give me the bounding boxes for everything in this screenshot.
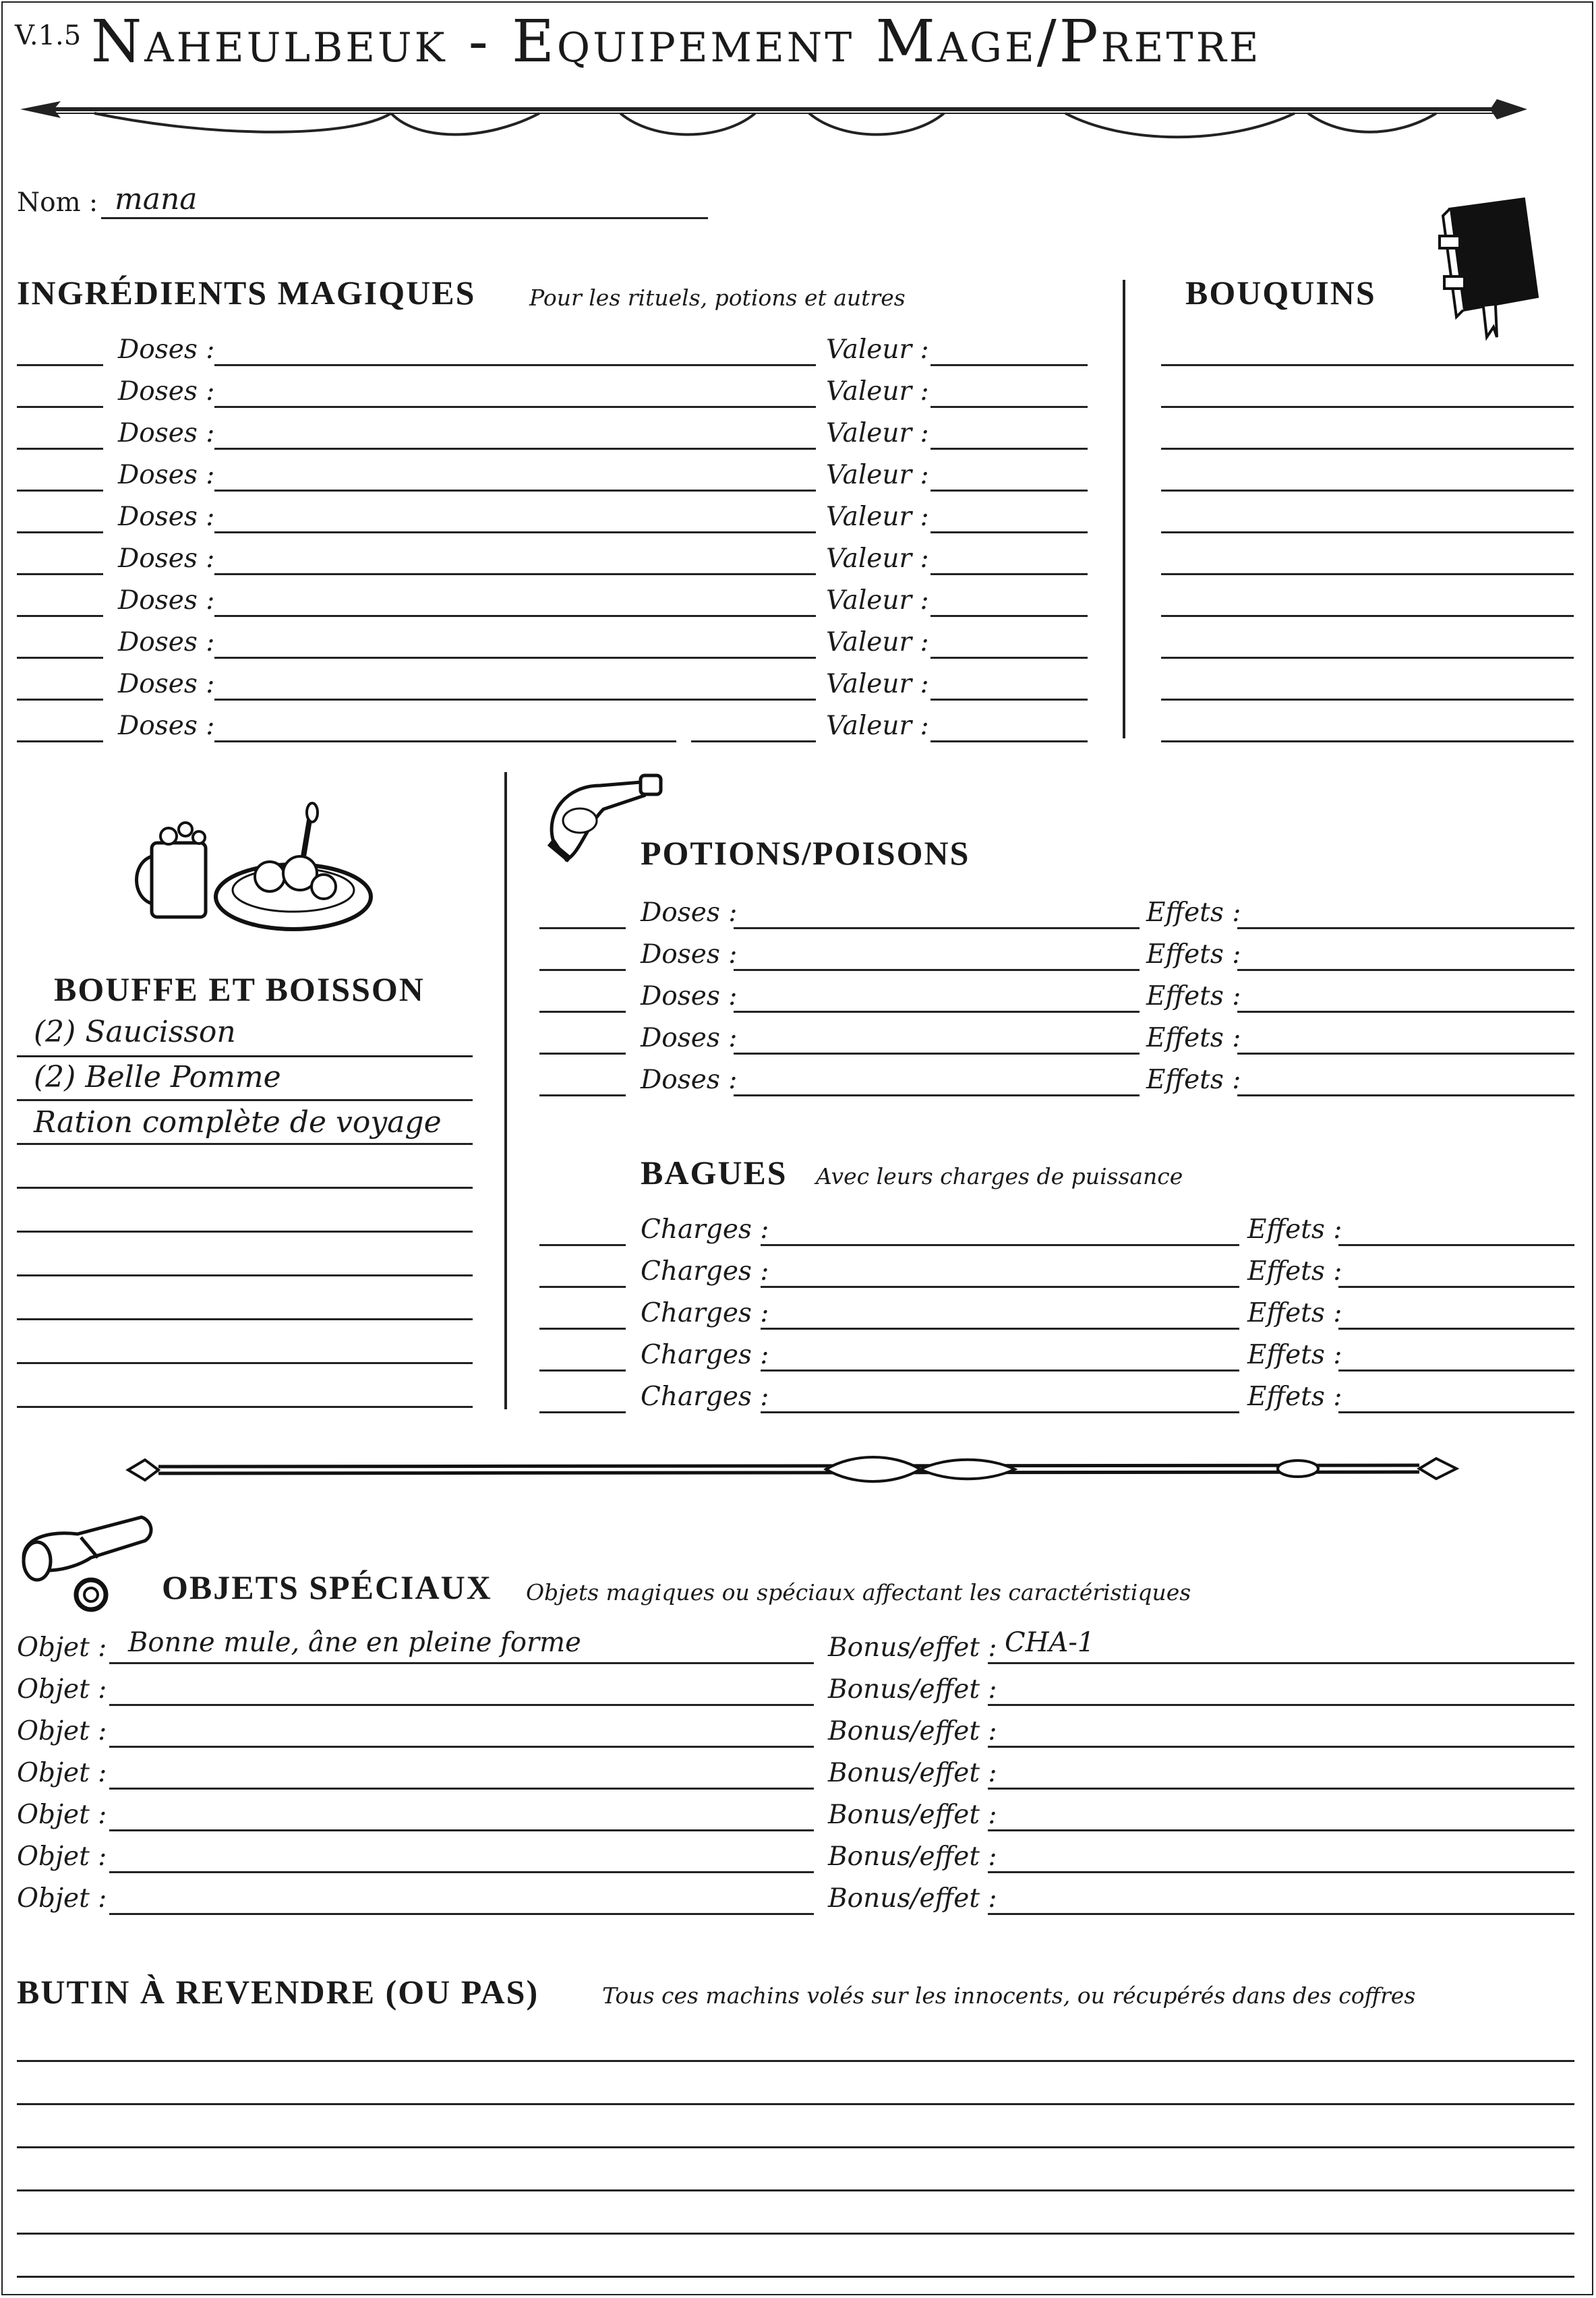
name-field-line[interactable] [101,217,708,219]
potion-qty-line[interactable] [539,1053,626,1055]
doses-label: Doses : [118,502,215,532]
doses-label: Doses : [118,585,215,616]
valeur-label: Valeur : [826,711,929,741]
bonus-line[interactable] [988,1704,1574,1706]
doses-label: Doses : [118,460,215,490]
objet-line[interactable] [109,1746,814,1748]
ingredient-value-line[interactable] [930,615,1088,617]
butin-heading: BUTIN À REVENDRE (OU PAS) [17,1973,539,2011]
objet-line[interactable] [109,1704,814,1706]
objet-label: Objet : [17,1883,107,1914]
ingredient-qty-line[interactable] [17,364,103,366]
bague-qty-line[interactable] [539,1411,626,1413]
bague-name-line[interactable] [761,1411,1239,1413]
objet-label: Objet : [17,1632,107,1663]
charges-label: Charges : [641,1214,769,1245]
valeur-label: Valeur : [826,418,929,448]
ingredient-qty-line[interactable] [17,657,103,659]
bonus-label: Bonus/effet : [828,1758,997,1788]
objets-heading: OBJETS SPÉCIAUX [162,1568,492,1606]
bague-name-line[interactable] [761,1244,1239,1246]
potion-effect-line[interactable] [1237,1053,1574,1055]
doses-label: Doses : [118,711,215,741]
ingredient-name-line[interactable] [214,406,816,408]
effets-label: Effets : [1146,939,1241,970]
bouffe-entry[interactable]: (2) Belle Pomme [34,1060,281,1094]
doses-label: Doses : [641,1023,738,1053]
valeur-label: Valeur : [826,543,929,574]
middle-divider [504,772,507,1409]
ingredient-qty-line[interactable] [17,531,103,533]
ingredient-value-line[interactable] [930,448,1088,450]
bonus-label: Bonus/effet : [828,1800,997,1830]
food-illustration [138,802,374,937]
bouffe-line[interactable] [17,1318,473,1320]
valeur-label: Valeur : [826,502,929,532]
effets-label: Effets : [1247,1256,1342,1287]
ingredient-qty-line[interactable] [17,573,103,575]
objet-label: Objet : [17,1800,107,1830]
doses-label: Doses : [641,939,738,970]
bonus-label: Bonus/effet : [828,1716,997,1746]
version-label: V.1.5 [15,20,82,51]
charges-label: Charges : [641,1340,769,1370]
bague-qty-line[interactable] [539,1244,626,1246]
valeur-label: Valeur : [826,627,929,657]
potion-name-line[interactable] [734,1094,1140,1096]
ingredient-value-line[interactable] [930,364,1088,366]
ingredient-value-line[interactable] [930,573,1088,575]
objets-subtitle: Objets magiques ou spéciaux affectant les caractéristiques [526,1579,1191,1605]
valeur-label: Valeur : [826,334,929,365]
effets-label: Effets : [1146,1023,1241,1053]
objet-line[interactable] [109,1662,814,1664]
bouquin-line[interactable] [1161,699,1574,701]
spellbook-icon [1436,196,1544,344]
ingredient-name-line[interactable] [691,740,816,742]
effets-label: Effets : [1247,1340,1342,1370]
objet-line[interactable] [109,1788,814,1790]
bouquin-line[interactable] [1161,490,1574,492]
doses-label: Doses : [118,376,215,407]
ingredient-name-line[interactable] [214,699,816,701]
bouquin-line[interactable] [1161,615,1574,617]
doses-label: Doses : [641,981,738,1011]
ingredient-qty-line[interactable] [17,448,103,450]
doses-label: Doses : [118,669,215,699]
doses-label: Doses : [118,627,215,657]
valeur-label: Valeur : [826,460,929,490]
bonus-line[interactable] [988,1662,1574,1664]
charges-label: Charges : [641,1256,769,1287]
staff-divider [125,1446,1473,1494]
bouffe-entry[interactable]: (2) Saucisson [34,1015,236,1049]
butin-line[interactable] [17,2276,1574,2278]
name-value[interactable]: mana [115,182,198,216]
bouquin-line[interactable] [1161,657,1574,659]
valeur-label: Valeur : [826,376,929,407]
ingredient-value-line[interactable] [930,490,1088,492]
charges-label: Charges : [641,1298,769,1328]
potion-qty-line[interactable] [539,969,626,971]
potion-name-line[interactable] [734,927,1140,929]
effets-label: Effets : [1247,1382,1342,1412]
objet-label: Objet : [17,1842,107,1872]
doses-label: Doses : [118,418,215,448]
ingredient-qty-line[interactable] [17,699,103,701]
ingredient-name-line[interactable] [214,573,816,575]
butin-line[interactable] [17,2146,1574,2148]
potion-effect-line[interactable] [1237,1011,1574,1013]
ingredient-value-line[interactable] [930,406,1088,408]
butin-subtitle: Tous ces machins volés sur les innocents, ou récupérés dans des coffres [602,1982,1416,2009]
ingredient-value-line[interactable] [930,740,1088,742]
bouffe-line[interactable] [17,1187,473,1189]
spear-divider-top [13,91,1531,145]
effets-label: Effets : [1146,897,1241,928]
ingredients-heading: INGRÉDIENTS MAGIQUES [17,274,476,312]
valeur-label: Valeur : [826,585,929,616]
ingredient-qty-line[interactable] [17,740,103,742]
ingredient-qty-line[interactable] [17,490,103,492]
potion-effect-line[interactable] [1237,1094,1574,1096]
ingredient-name-line[interactable] [214,531,816,533]
bague-qty-line[interactable] [539,1369,626,1372]
butin-line[interactable] [17,2103,1574,2105]
butin-line[interactable] [17,2060,1574,2062]
ingredients-subtitle: Pour les rituels, potions et autres [529,285,906,311]
potion-qty-line[interactable] [539,927,626,929]
potion-qty-line[interactable] [539,1094,626,1096]
potion-name-line[interactable] [734,1011,1140,1013]
bague-name-line[interactable] [761,1369,1239,1372]
ingredient-name-line[interactable] [214,364,816,366]
bouquin-line[interactable] [1161,364,1574,366]
bonus-line[interactable] [988,1913,1574,1915]
effets-label: Effets : [1146,1065,1241,1095]
bouquin-line[interactable] [1161,406,1574,408]
ingredient-value-line[interactable] [930,699,1088,701]
objet-line[interactable] [109,1829,814,1831]
bague-effect-line[interactable] [1338,1369,1574,1372]
sheet-border [1,1,1593,2295]
bouquin-line[interactable] [1161,448,1574,450]
bague-effect-line[interactable] [1338,1328,1574,1330]
doses-label: Doses : [118,543,215,574]
ingredient-value-line[interactable] [930,657,1088,659]
bague-name-line[interactable] [761,1286,1239,1288]
potions-heading: POTIONS/POISONS [641,834,970,872]
ingredient-name-line[interactable] [214,490,816,492]
bouquin-line[interactable] [1161,531,1574,533]
ingredient-name-line[interactable] [214,615,816,617]
ingredient-name-line[interactable] [214,657,816,659]
potion-name-line[interactable] [734,969,1140,971]
charges-label: Charges : [641,1382,769,1412]
doses-label: Doses : [641,1065,738,1095]
bague-effect-line[interactable] [1338,1286,1574,1288]
butin-line[interactable] [17,2233,1574,2235]
bagues-heading: BAGUES [641,1154,788,1191]
bague-qty-line[interactable] [539,1286,626,1288]
bouquin-line[interactable] [1161,740,1574,742]
effets-label: Effets : [1247,1298,1342,1328]
ingredient-value-line[interactable] [930,531,1088,533]
valeur-label: Valeur : [826,669,929,699]
objet-label: Objet : [17,1716,107,1746]
bouffe-line[interactable] [17,1143,473,1145]
bonus-line[interactable] [988,1871,1574,1873]
bonus-label: Bonus/effet : [828,1674,997,1705]
page-title: Naheulbeuk - Equipement Mage/Pretre [91,8,1262,76]
bouffe-line[interactable] [17,1362,473,1364]
potion-name-line[interactable] [734,1053,1140,1055]
objet-line[interactable] [109,1913,814,1915]
bague-qty-line[interactable] [539,1328,626,1330]
bonus-line[interactable] [988,1788,1574,1790]
butin-line[interactable] [17,2189,1574,2191]
bouffe-heading: BOUFFE ET BOISSON [54,970,425,1008]
name-label: Nom : [17,187,98,218]
bouffe-line[interactable] [17,1406,473,1408]
objet-value[interactable]: Bonne mule, âne en pleine forme [128,1627,581,1658]
bouffe-line[interactable] [17,1055,473,1057]
bonus-label: Bonus/effet : [828,1842,997,1872]
objet-label: Objet : [17,1758,107,1788]
bouquin-line[interactable] [1161,573,1574,575]
effets-label: Effets : [1247,1214,1342,1245]
bonus-line[interactable] [988,1829,1574,1831]
objet-line[interactable] [109,1871,814,1873]
ingredient-qty-line[interactable] [17,615,103,617]
ingredient-name-line[interactable] [214,448,816,450]
bouffe-entry[interactable]: Ration complète de voyage [34,1105,442,1140]
ingredients-divider [1123,280,1125,738]
ingredient-name-line[interactable] [214,740,676,742]
bagues-subtitle: Avec leurs charges de puissance [816,1163,1183,1189]
doses-label: Doses : [641,897,738,928]
bague-effect-line[interactable] [1338,1411,1574,1413]
bonus-value[interactable]: CHA-1 [1005,1627,1095,1658]
bague-effect-line[interactable] [1338,1244,1574,1246]
bonus-line[interactable] [988,1746,1574,1748]
scroll-ring-icon [17,1510,158,1618]
potion-effect-line[interactable] [1237,927,1574,929]
bouffe-line[interactable] [17,1099,473,1101]
bonus-label: Bonus/effet : [828,1883,997,1914]
objet-label: Objet : [17,1674,107,1705]
potion-effect-line[interactable] [1237,969,1574,971]
bonus-label: Bonus/effet : [828,1632,997,1663]
bouffe-line[interactable] [17,1274,473,1276]
bague-name-line[interactable] [761,1328,1239,1330]
potion-qty-line[interactable] [539,1011,626,1013]
bouffe-line[interactable] [17,1231,473,1233]
effets-label: Effets : [1146,981,1241,1011]
doses-label: Doses : [118,334,215,365]
ingredient-qty-line[interactable] [17,406,103,408]
bouquins-heading: BOUQUINS [1185,274,1376,312]
